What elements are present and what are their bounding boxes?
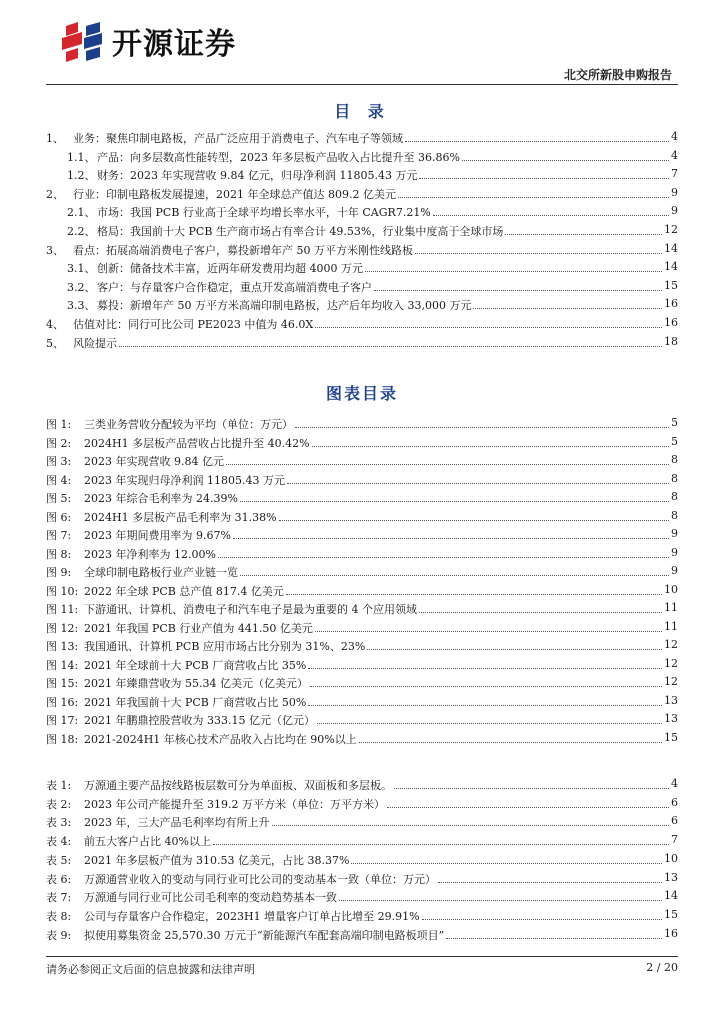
entry-title: 格局：我国前十大 PCB 生产商市场占有率合计 49.53%，行业集中度高于全球市场 xyxy=(97,225,504,238)
entry-line xyxy=(84,583,678,599)
entry-line xyxy=(97,149,678,165)
entry-number: 2.2、 xyxy=(67,225,96,238)
index-entry[interactable] xyxy=(46,490,678,507)
dot-leader xyxy=(473,297,662,309)
dot-leader xyxy=(419,167,669,179)
index-entry[interactable] xyxy=(46,871,678,888)
dot-leader xyxy=(315,316,662,328)
dot-leader xyxy=(287,472,669,484)
entry-page-number: 15 xyxy=(662,908,678,924)
dot-leader xyxy=(398,186,669,198)
entry-number: 3、 xyxy=(46,243,64,257)
entry-page-number: 16 xyxy=(662,316,678,332)
entry-page-number: 9 xyxy=(669,204,678,220)
toc-subentry[interactable] xyxy=(46,260,678,277)
entry-line xyxy=(84,731,678,747)
entry-number: 图 13: xyxy=(46,640,79,653)
entry-number: 表 3: xyxy=(46,816,72,830)
entry-title: 2023 年综合毛利率为 24.39% xyxy=(84,492,238,505)
entry-number: 图 16: xyxy=(46,695,79,709)
entry-number: 图 12: xyxy=(46,621,79,635)
entry-line xyxy=(84,453,678,469)
entry-line xyxy=(84,527,678,543)
index-entry[interactable] xyxy=(46,638,678,655)
entry-page-number: 8 xyxy=(669,472,678,488)
entry-title: 万源通与同行业可比公司毛利率的变动趋势基本一致 xyxy=(84,891,337,905)
entry-number: 表 6: xyxy=(46,872,72,886)
company-name: 开源证券 xyxy=(112,27,236,62)
entry-line xyxy=(84,490,678,506)
dot-leader xyxy=(419,601,662,613)
entry-number: 5、 xyxy=(46,336,64,350)
entry-title: 2023 年净利率为 12.00% xyxy=(84,547,216,561)
entry-number: 表 5: xyxy=(46,853,72,867)
dot-leader xyxy=(433,204,669,216)
entry-title: 2021 年全球前十大 PCB 厂商营收占比 35% xyxy=(84,658,307,672)
entry-page-number: 9 xyxy=(669,186,678,202)
dot-leader xyxy=(240,564,669,576)
entry-title: 前五大客户占比 40%以上 xyxy=(84,835,211,849)
entry-title: 2021 年臻鼎营收为 55.34 亿美元（亿美元） xyxy=(84,677,308,690)
company-logo-mark-icon xyxy=(60,20,104,62)
entry-number: 1、 xyxy=(46,132,64,145)
header-divider xyxy=(46,84,678,85)
entry-line xyxy=(73,316,678,332)
entry-title: 万源通营业收入的变动与同行业可比公司的变动基本一致（单位：万元） xyxy=(84,872,436,886)
index-entry[interactable] xyxy=(46,583,678,600)
dot-leader xyxy=(308,694,662,706)
entry-page-number: 5 xyxy=(669,435,678,451)
dot-leader xyxy=(367,638,662,650)
entry-line xyxy=(97,223,678,239)
dot-leader xyxy=(315,620,662,632)
toc-subentry[interactable] xyxy=(46,204,678,221)
entry-title: 2023 年期间费用率为 9.67% xyxy=(84,529,231,542)
entry-number: 2、 xyxy=(46,187,64,201)
toc-subentry[interactable] xyxy=(46,223,678,240)
toc-subentry[interactable] xyxy=(46,297,678,314)
entry-number: 图 1: xyxy=(46,418,72,431)
entry-number: 表 9: xyxy=(46,928,72,942)
entry-line xyxy=(84,601,678,617)
entry-line xyxy=(84,564,678,580)
entry-page-number: 8 xyxy=(669,453,678,469)
index-entry[interactable] xyxy=(46,796,678,813)
entry-line xyxy=(84,675,678,691)
dot-leader xyxy=(365,260,662,272)
entry-number: 图 7: xyxy=(46,529,72,542)
entry-page-number: 12 xyxy=(662,223,678,239)
dot-leader xyxy=(339,889,662,901)
toc-entry[interactable] xyxy=(46,186,678,203)
entry-number: 图 10: xyxy=(46,584,79,598)
entry-page-number: 13 xyxy=(662,712,678,728)
footer-disclaimer: 请务必参阅正文后面的信息披露和法律声明 xyxy=(46,963,255,976)
entry-page-number: 7 xyxy=(669,167,678,183)
entry-number: 图 14: xyxy=(46,658,79,672)
entry-page-number: 12 xyxy=(662,657,678,673)
dot-leader xyxy=(272,814,670,826)
entry-page-number: 11 xyxy=(662,620,678,636)
toc-entry[interactable] xyxy=(46,335,678,352)
entry-page-number: 15 xyxy=(662,731,678,747)
dot-leader xyxy=(505,223,662,235)
entry-page-number: 10 xyxy=(662,852,678,868)
index-entry[interactable] xyxy=(46,620,678,637)
entry-number: 图 15: xyxy=(46,677,79,690)
entry-line xyxy=(84,638,678,654)
entry-number: 图 3: xyxy=(46,455,72,468)
entry-number: 表 1: xyxy=(46,779,72,792)
entry-number: 表 4: xyxy=(46,835,72,849)
index-entry[interactable] xyxy=(46,453,678,470)
entry-title: 2021 年鹏鼎控股营收为 333.15 亿元（亿元） xyxy=(84,714,315,727)
dot-leader xyxy=(405,130,669,142)
entry-page-number: 14 xyxy=(662,260,678,276)
page-number: 2 / 20 xyxy=(646,961,678,974)
entry-page-number: 9 xyxy=(669,546,678,562)
index-entry[interactable] xyxy=(46,601,678,618)
entry-line xyxy=(84,908,678,924)
entry-title: 2023 年实现归母净利润 11805.43 万元 xyxy=(84,473,285,487)
entry-page-number: 4 xyxy=(669,149,678,165)
entry-title: 业务：聚焦印制电路板，产品广泛应用于消费电子、汽车电子等领域 xyxy=(73,132,403,145)
entry-number: 表 2: xyxy=(46,797,72,811)
dot-leader xyxy=(233,527,669,539)
toc-entry[interactable] xyxy=(46,316,678,333)
entry-number: 3.1、 xyxy=(67,262,96,276)
toc-entry[interactable] xyxy=(46,130,678,147)
entry-title: 2024H1 多层板产品营收占比提升至 40.42% xyxy=(84,436,310,450)
entry-page-number: 18 xyxy=(662,335,678,351)
entry-number: 图 8: xyxy=(46,547,72,561)
entry-line xyxy=(84,852,678,868)
entry-line xyxy=(73,335,678,351)
entry-line xyxy=(97,167,678,183)
entry-line xyxy=(84,620,678,636)
dot-leader xyxy=(308,657,662,669)
dot-leader xyxy=(317,712,662,724)
entry-page-number: 16 xyxy=(662,297,678,313)
entry-number: 图 6: xyxy=(46,510,72,524)
dot-leader xyxy=(240,490,669,502)
entry-title: 2023 年实现营收 9.84 亿元 xyxy=(84,455,224,468)
entry-page-number: 6 xyxy=(669,814,678,830)
entry-line xyxy=(84,472,678,488)
entry-line xyxy=(84,871,678,887)
entry-page-number: 13 xyxy=(662,871,678,887)
entry-number: 2.1、 xyxy=(67,206,96,220)
entry-title: 估值对比：同行可比公司 PE2023 中值为 46.0X xyxy=(73,318,314,331)
dot-leader xyxy=(310,675,662,687)
entry-line xyxy=(97,260,678,276)
entry-page-number: 4 xyxy=(669,130,678,146)
entry-page-number: 9 xyxy=(669,564,678,580)
report-type: 北交所新股申购报告 xyxy=(563,68,672,82)
entry-number: 图 11: xyxy=(46,603,79,616)
toc-subentry[interactable] xyxy=(46,279,678,296)
entry-title: 2022 年全球 PCB 总产值 817.4 亿美元 xyxy=(84,584,284,598)
entry-title: 2021 年多层板产值为 310.53 亿美元，占比 38.37% xyxy=(84,853,350,867)
entry-page-number: 13 xyxy=(662,694,678,710)
entry-line xyxy=(97,204,678,220)
entry-line xyxy=(84,435,678,451)
entry-number: 图 4: xyxy=(46,473,72,487)
entry-line xyxy=(84,777,678,793)
entry-number: 图 17: xyxy=(46,714,79,727)
entry-line xyxy=(73,242,678,258)
index-entry[interactable] xyxy=(46,777,678,794)
entry-title: 客户：与存量客户合作稳定，重点开发高端消费电子客户 xyxy=(97,280,372,294)
entry-title: 2021 年我国前十大 PCB 厂商营收占比 50% xyxy=(84,695,307,709)
entry-title: 2021 年我国 PCB 行业产值为 441.50 亿美元 xyxy=(84,621,313,635)
entry-title: 看点：拓展高端消费电子客户，募投新增年产 50 万平方米刚性线路板 xyxy=(73,243,413,257)
entry-number: 4、 xyxy=(46,318,64,331)
entry-line xyxy=(84,814,678,830)
entry-line xyxy=(97,279,678,295)
dot-leader xyxy=(312,435,669,447)
dot-leader xyxy=(351,852,662,864)
entry-number: 图 2: xyxy=(46,436,72,450)
entry-title: 产品：向多层数高性能转型，2023 年多层板产品收入占比提升至 36.86% xyxy=(97,150,460,164)
entry-line xyxy=(84,712,678,728)
entry-title: 我国通讯、计算机 PCB 应用市场占比分别为 31%、23% xyxy=(84,640,366,653)
index-entry[interactable] xyxy=(46,833,678,850)
entry-title: 2021-2024H1 年核心技术产品收入占比均在 90%以上 xyxy=(84,732,357,746)
entry-title: 全球印制电路板行业产业链一览 xyxy=(84,566,238,579)
entry-page-number: 9 xyxy=(669,527,678,543)
entry-page-number: 16 xyxy=(662,927,678,943)
dot-leader xyxy=(422,908,662,920)
dot-leader xyxy=(374,279,662,291)
entry-line xyxy=(84,657,678,673)
dot-leader xyxy=(462,149,669,161)
dot-leader xyxy=(446,927,662,939)
index-entry[interactable] xyxy=(46,527,678,544)
dot-leader xyxy=(394,777,669,789)
entry-number: 3.3、 xyxy=(67,299,96,313)
entry-line xyxy=(84,889,678,905)
entry-page-number: 10 xyxy=(662,583,678,599)
index-entry[interactable] xyxy=(46,675,678,692)
dot-leader xyxy=(279,509,669,521)
entry-line xyxy=(73,130,678,146)
dot-leader xyxy=(286,583,662,595)
entry-number: 图 9: xyxy=(46,566,72,579)
entry-page-number: 11 xyxy=(662,601,678,617)
entry-number: 表 7: xyxy=(46,891,72,905)
entry-line xyxy=(97,297,678,313)
index-entry[interactable] xyxy=(46,435,678,452)
entry-title: 拟使用募集资金 25,570.30 万元于“新能源汽车配套高端印制电路板项目” xyxy=(84,928,445,942)
entry-page-number: 6 xyxy=(669,796,678,812)
entry-line xyxy=(84,927,678,943)
toc-subentry[interactable] xyxy=(46,167,678,184)
dot-leader xyxy=(295,416,669,428)
dot-leader xyxy=(415,242,662,254)
entry-line xyxy=(84,546,678,562)
entry-page-number: 4 xyxy=(669,777,678,793)
index-entry[interactable] xyxy=(46,416,678,433)
entry-page-number: 14 xyxy=(662,889,678,905)
dot-leader xyxy=(359,731,662,743)
entry-number: 图 18: xyxy=(46,732,79,746)
index-entry[interactable] xyxy=(46,546,678,563)
toc-subentry[interactable] xyxy=(46,149,678,166)
footer-divider xyxy=(46,956,678,957)
entry-page-number: 5 xyxy=(669,416,678,432)
chart-index-title: 图表目录 xyxy=(325,384,398,403)
entry-title: 2024H1 多层板产品毛利率为 31.38% xyxy=(84,510,277,524)
entry-title: 行业：印制电路板发展提速，2021 年全球总产值达 809.2 亿美元 xyxy=(73,187,396,201)
entry-page-number: 7 xyxy=(669,833,678,849)
index-entry[interactable] xyxy=(46,472,678,489)
entry-title: 市场：我国 PCB 行业高于全球平均增长率水平，十年 CAGR7.21% xyxy=(97,206,431,220)
entry-title: 万源通主要产品按线路板层数可分为单面板、双面板和多层板。 xyxy=(84,779,392,792)
entry-page-number: 15 xyxy=(662,279,678,295)
entry-line xyxy=(84,833,678,849)
entry-number: 1.2、 xyxy=(67,169,96,183)
index-entry[interactable] xyxy=(46,852,678,869)
entry-page-number: 8 xyxy=(669,490,678,506)
entry-page-number: 8 xyxy=(669,509,678,525)
entry-title: 公司与存量客户合作稳定，2023H1 增量客户订单占比增至 29.91% xyxy=(84,909,420,923)
index-entry[interactable] xyxy=(46,657,678,674)
entry-line xyxy=(73,186,678,202)
entry-page-number: 12 xyxy=(662,675,678,691)
entry-title: 风险提示 xyxy=(73,336,117,350)
entry-line xyxy=(84,509,678,525)
entry-line xyxy=(84,694,678,710)
entry-title: 三类业务营收分配较为平均（单位：万元） xyxy=(84,418,293,431)
entry-title: 下游通讯、计算机、消费电子和汽车电子是最为重要的 4 个应用领域 xyxy=(84,603,417,616)
entry-title: 2023 年，三大产品毛利率均有所上升 xyxy=(84,816,270,830)
entry-title: 创新：储备技术丰富，近两年研发费用均超 4000 万元 xyxy=(97,262,363,276)
dot-leader xyxy=(218,546,669,558)
entry-page-number: 14 xyxy=(662,242,678,258)
index-entry[interactable] xyxy=(46,908,678,925)
entry-number: 3.2、 xyxy=(67,280,96,294)
index-entry[interactable] xyxy=(46,564,678,581)
index-entry[interactable] xyxy=(46,731,678,748)
entry-title: 财务：2023 年实现营收 9.84 亿元，归母净利润 11805.43 万元 xyxy=(97,169,418,183)
entry-line xyxy=(84,796,678,812)
entry-page-number: 12 xyxy=(662,638,678,654)
entry-number: 1.1、 xyxy=(67,150,96,164)
entry-title: 2023 年公司产能提升至 319.2 万平方米（单位：万平方米） xyxy=(84,797,385,811)
entry-line xyxy=(84,416,678,432)
dot-leader xyxy=(119,335,662,347)
index-entry[interactable] xyxy=(46,889,678,906)
dot-leader xyxy=(213,833,669,845)
entry-number: 表 8: xyxy=(46,909,72,923)
toc-entry[interactable] xyxy=(46,242,678,259)
index-entry[interactable] xyxy=(46,694,678,711)
index-entry[interactable] xyxy=(46,927,678,944)
index-entry[interactable] xyxy=(46,814,678,831)
dot-leader xyxy=(226,453,669,465)
entry-number: 图 5: xyxy=(46,492,72,505)
dot-leader xyxy=(387,796,669,808)
index-entry[interactable] xyxy=(46,509,678,526)
company-logo xyxy=(60,18,236,64)
toc-title: 目 录 xyxy=(334,102,390,121)
dot-leader xyxy=(438,871,662,883)
entry-title: 募投：新增年产 50 万平方米高端印制电路板，达产后年均收入 33,000 万元 xyxy=(97,299,472,313)
index-entry[interactable] xyxy=(46,712,678,729)
